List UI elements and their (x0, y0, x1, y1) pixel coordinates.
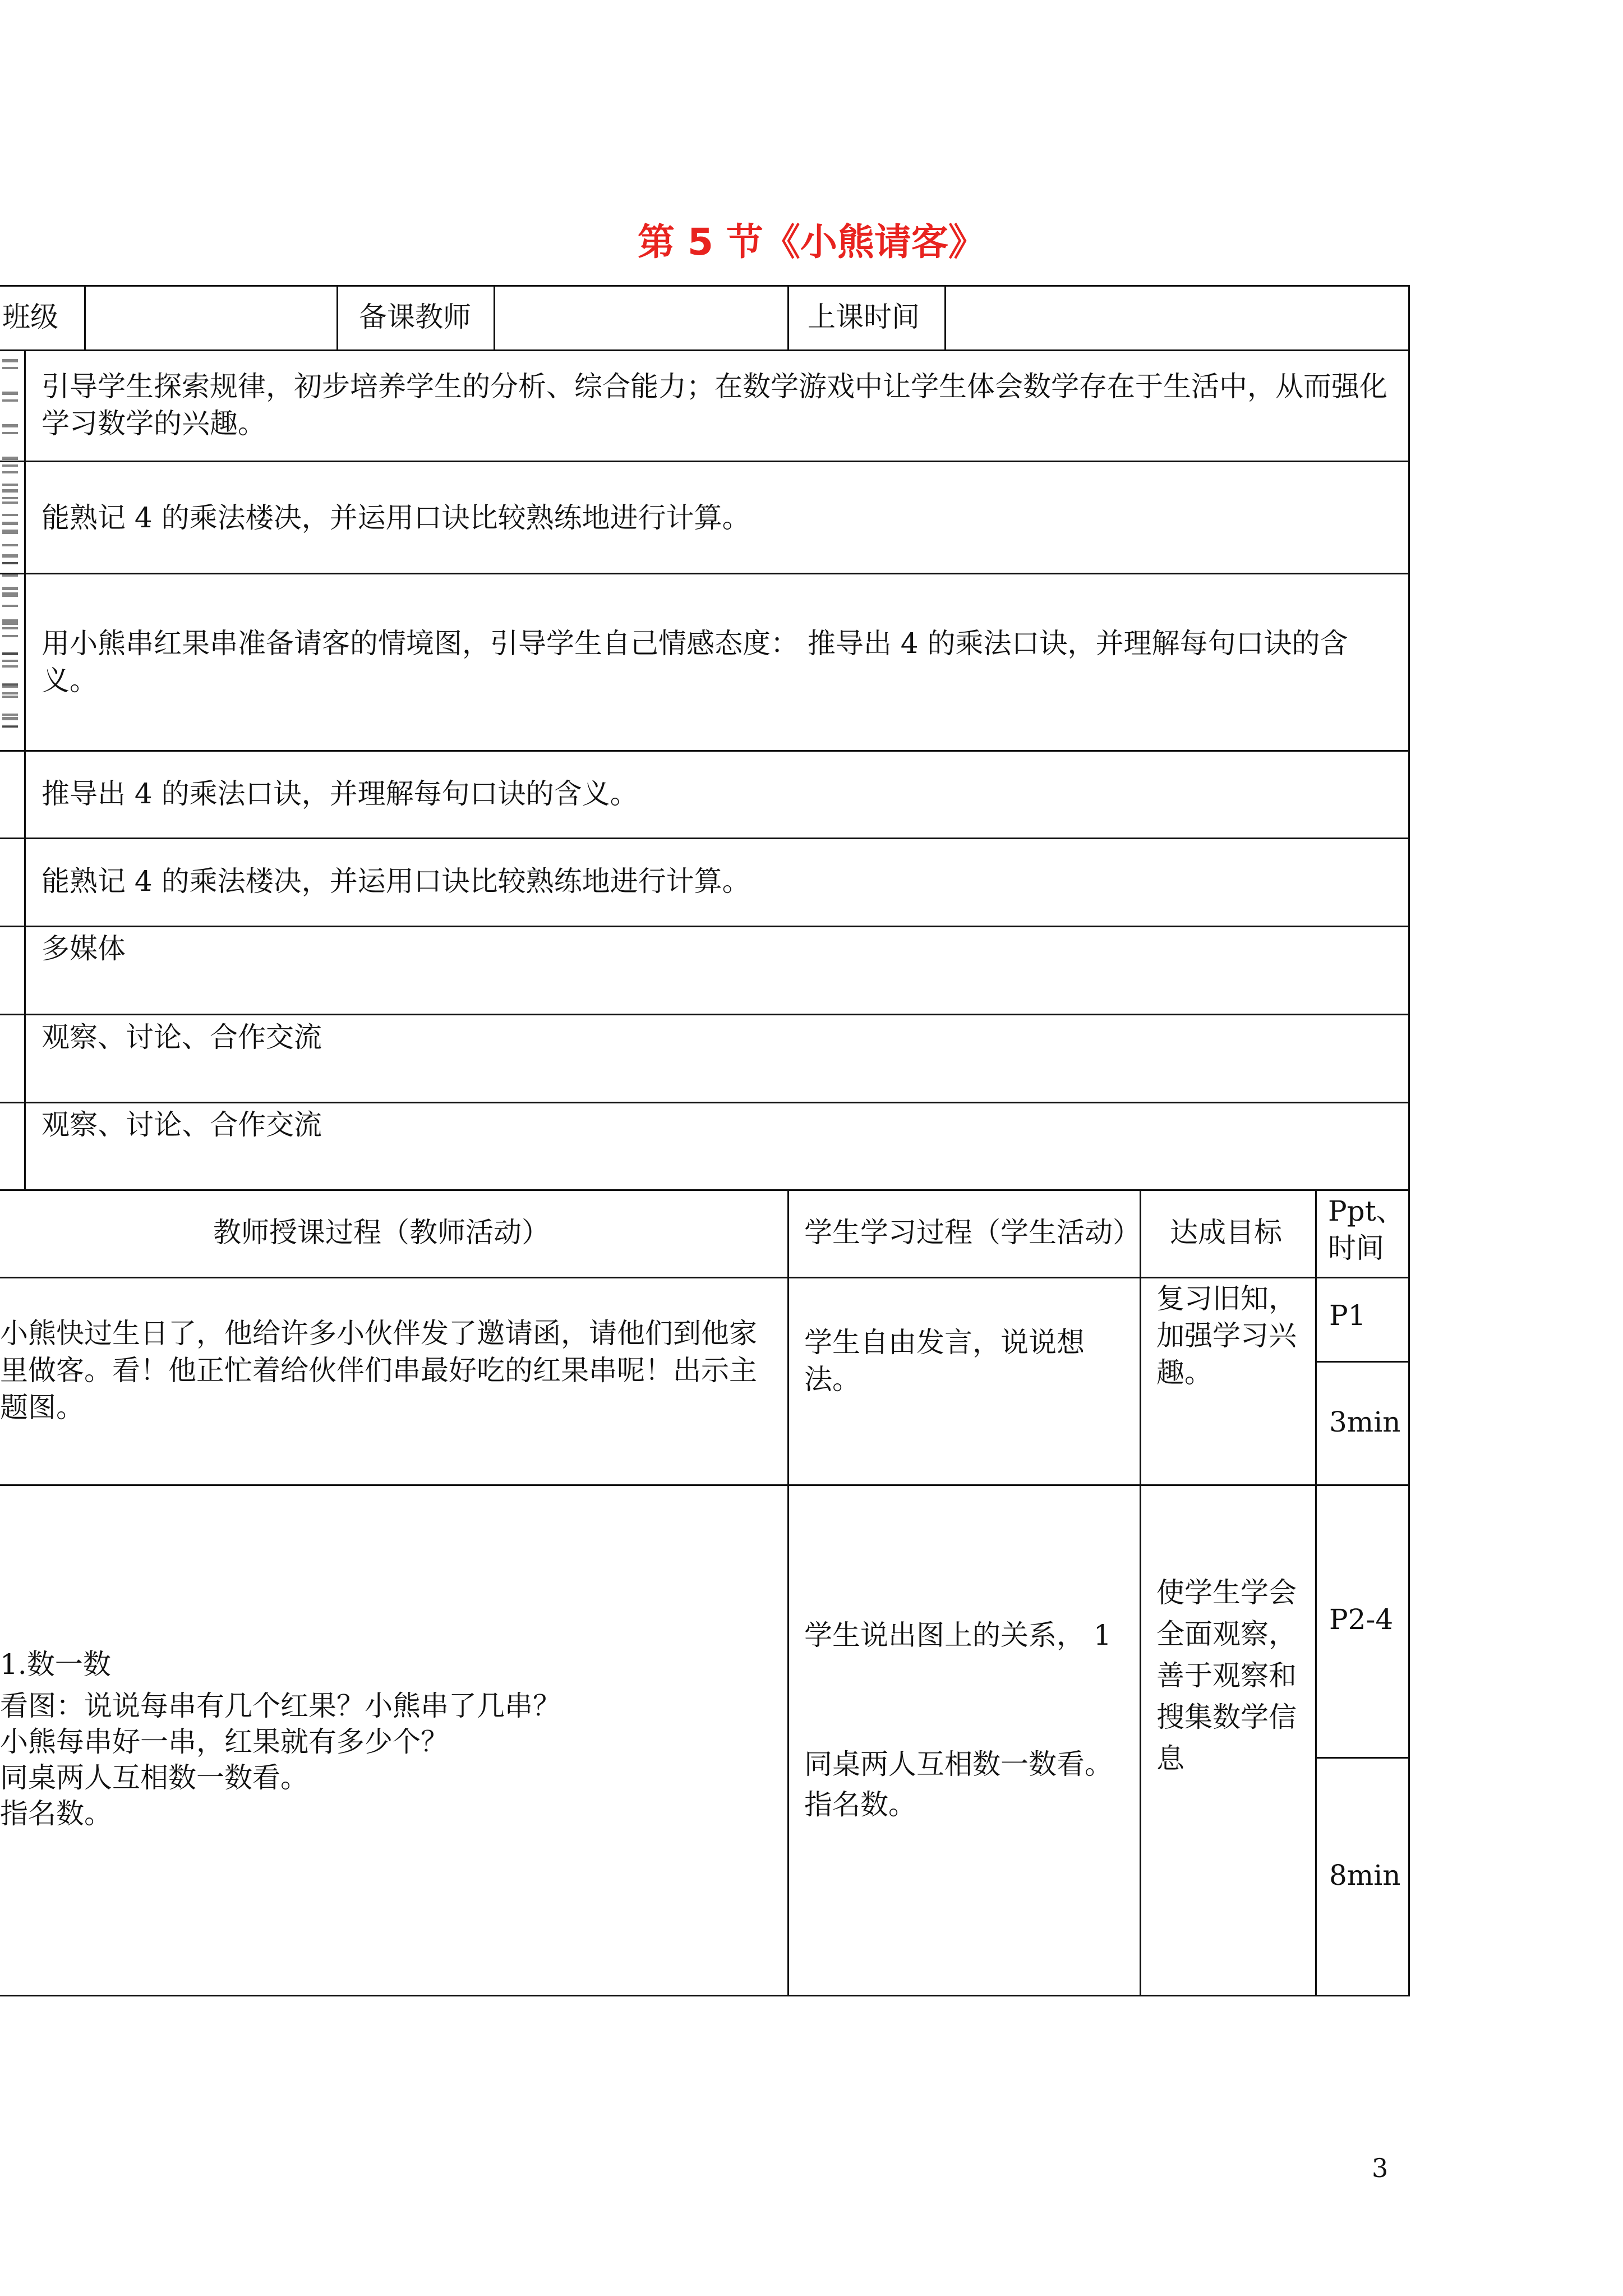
row-divider (0, 1014, 1410, 1015)
row-divider (0, 838, 1410, 839)
header-col-divider (84, 285, 86, 351)
goal-header: 达成目标 (1170, 1216, 1282, 1249)
step2-teacher-line: 指名数。 (0, 1797, 112, 1830)
header-col-divider (787, 285, 789, 351)
learning-method-text: 观察、讨论、合作交流 (42, 1108, 322, 1141)
knowledge-goal-text: 能熟记 4 的乘法楼决，并运用口诀比较熟练地进行计算。 (42, 501, 750, 534)
row-divider (0, 461, 1410, 462)
header-col-divider (494, 285, 495, 351)
process-col-divider (1315, 1189, 1317, 1996)
step1-student-text: 学生自由发言，说说想法。 (804, 1326, 1085, 1396)
step2-time: 8min (1329, 1859, 1401, 1892)
time-label: 上课时间 (808, 301, 920, 333)
clipped-row-label (0, 471, 20, 735)
step2-student-text: 学生说出图上的关系， 1 (804, 1619, 1112, 1651)
teacher-label: 备课教师 (359, 301, 471, 333)
process-col-divider (787, 1189, 789, 1996)
student-activity-header: 学生学习过程（学生活动） (804, 1216, 1141, 1249)
ppt-time-header: Ppt、时间 (1328, 1195, 1404, 1264)
row-divider (0, 1277, 1410, 1278)
table-border-top (0, 285, 1410, 287)
step2-teacher-line: 看图：说说每串有几个红果？小熊串了几串？ (0, 1690, 561, 1722)
step1-teacher-text: 小熊快过生日了，他给许多小伙伴发了邀请函，请他们到他家里做客。看！他正忙着给伙伴们串最好吃的红果串呢！出示主题图。 (0, 1317, 757, 1424)
class-label: 班级 (2, 301, 58, 333)
step2-goal-text: 使学生学会全面观察，善于观察和搜集数学信息 (1156, 1576, 1297, 1775)
row-divider (0, 750, 1410, 752)
table-border-bottom (0, 1995, 1410, 1996)
row-divider (0, 573, 1410, 574)
step2-student-text: 指名数。 (804, 1788, 916, 1821)
step2-teacher-line: 小熊每串好一串，红果就有多少个？ (0, 1726, 449, 1758)
step1-goal-text: 复习旧知，加强学习兴趣。 (1156, 1282, 1297, 1389)
teacher-activity-header: 教师授课过程（教师活动） (213, 1216, 550, 1249)
row-divider (0, 1484, 1410, 1486)
table-border-right (1408, 285, 1410, 1996)
difficulty-text: 能熟记 4 的乘法楼决，并运用口诀比较熟练地进行计算。 (42, 865, 750, 898)
header-col-divider (944, 285, 946, 351)
ppt-divider (1317, 1757, 1410, 1759)
row-divider (0, 1102, 1410, 1103)
step2-teacher-line: 1.数一数 (0, 1648, 111, 1681)
header-col-divider (336, 285, 338, 351)
teaching-aids-text: 多媒体 (42, 932, 126, 965)
row-divider (0, 926, 1410, 927)
step1-time: 3min (1329, 1406, 1401, 1438)
step2-student-text: 同桌两人互相数一数看。 (804, 1748, 1113, 1780)
row-divider (0, 1189, 1410, 1191)
emotion-goal-text: 用小熊串红果串准备请客的情境图，引导学生自己情感态度： 推导出 4 的乘法口诀，并理解每句口诀的含义。 (42, 627, 1348, 697)
step1-ppt: P1 (1329, 1299, 1366, 1332)
label-column-divider (24, 349, 26, 1191)
step2-ppt: P2-4 (1329, 1603, 1394, 1636)
step2-teacher-line: 同桌两人互相数一数看。 (0, 1761, 308, 1794)
process-col-divider (1140, 1189, 1141, 1996)
teaching-method-text: 观察、讨论、合作交流 (42, 1021, 322, 1053)
key-point-text: 推导出 4 的乘法口诀，并理解每句口诀的含义。 (42, 777, 638, 810)
row-divider (0, 349, 1410, 351)
ppt-divider (1317, 1361, 1410, 1363)
page-number: 3 (1372, 2153, 1389, 2183)
ability-goal-text: 引导学生探索规律，初步培养学生的分析、综合能力；在数学游戏中让学生体会数学存在于生活中，从而强化学习数学的兴趣。 (42, 370, 1387, 440)
page-title: 第 5 节《小熊请客》 (638, 220, 985, 264)
